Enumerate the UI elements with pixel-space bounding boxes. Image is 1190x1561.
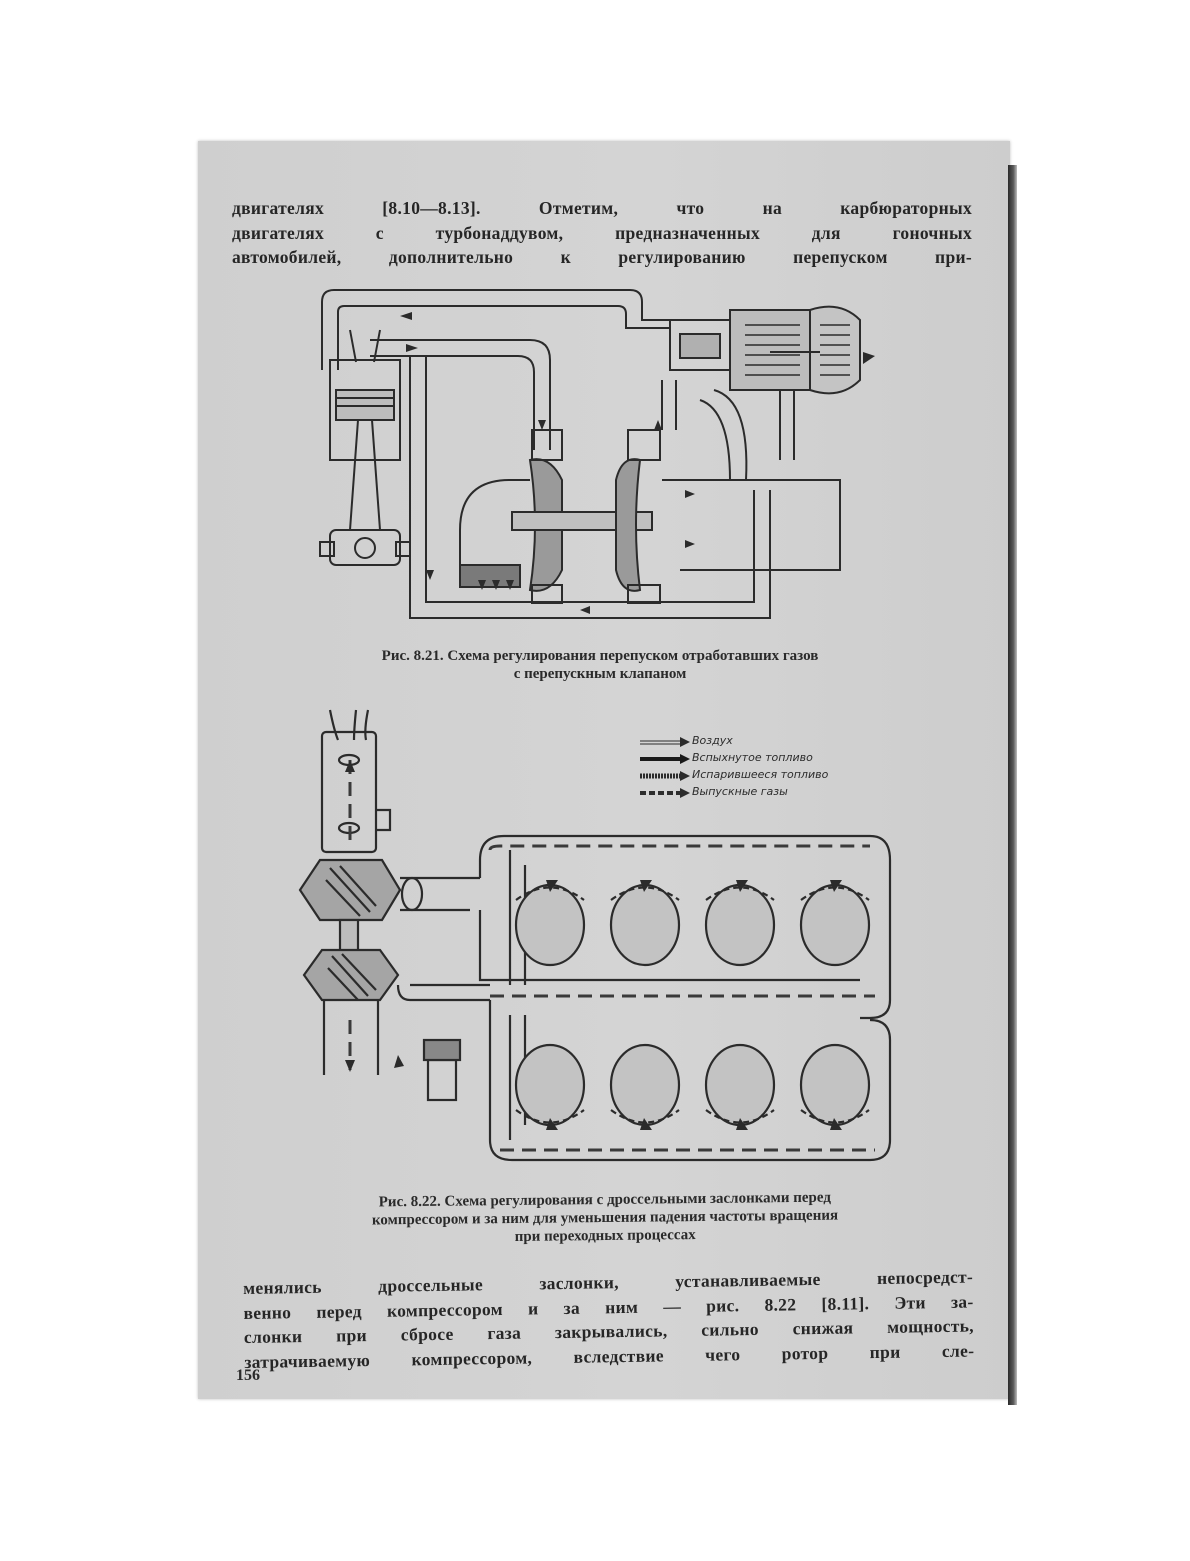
paragraph-top-line: двигателях [8.10—8.13]. Отметим, что на карбюраторных bbox=[232, 198, 972, 218]
legend-label: Выпускные газы bbox=[692, 784, 788, 798]
paragraph-bottom-line: слонки при сбросе газа закрывались, сильно снижая мощность, bbox=[243, 1315, 975, 1347]
exhaust-line-swatch bbox=[640, 788, 690, 796]
figure-8-21-diagram bbox=[300, 280, 910, 640]
caption-line: Рис. 8.22. Схема регулирования с дроссельными заслонками перед bbox=[378, 1189, 831, 1211]
figure-8-21-caption bbox=[300, 647, 900, 683]
vapor-fuel-line-swatch bbox=[640, 771, 690, 779]
paragraph-top-line: двигателях с турбонаддувом, предназначенных для гоночных bbox=[232, 222, 972, 243]
paragraph-top bbox=[232, 196, 972, 270]
paragraph-bottom-line: затрачиваемую компрессором, вследствие чего ротор при сле- bbox=[244, 1340, 975, 1372]
paragraph-top-line: автомобилей, дополнительно к регулированию перепуском при- bbox=[232, 247, 972, 267]
legend-label: Воздух bbox=[692, 733, 733, 747]
caption-line: с перепускным клапаном bbox=[513, 666, 687, 682]
paragraph-bottom-line: венно перед компрессором и за ним — рис. 8.22 [8.11]. Эти за- bbox=[243, 1291, 974, 1323]
paragraph-bottom-line: менялись дроссельные заслонки, устанавливаемые непосредст- bbox=[243, 1266, 974, 1298]
figure-8-22-legend bbox=[640, 732, 828, 800]
legend-item-air bbox=[640, 732, 828, 749]
figure-8-22-caption bbox=[290, 1188, 921, 1249]
legend-item-burnt-fuel bbox=[640, 749, 828, 766]
page-number: 156 bbox=[236, 1367, 260, 1384]
caption-line: Рис. 8.21. Схема регулирования перепуском отработавших газов bbox=[381, 648, 819, 664]
burnt-fuel-line-swatch bbox=[640, 754, 690, 762]
caption-line: компрессором и за ним для уменьшения падения частоты вращения bbox=[371, 1207, 839, 1229]
paragraph-bottom bbox=[243, 1265, 974, 1374]
page-edge-shadow bbox=[1008, 165, 1017, 1405]
air-line-swatch bbox=[640, 737, 690, 745]
legend-label: Испарившееся топливо bbox=[692, 767, 829, 781]
legend-item-vapor-fuel bbox=[640, 766, 828, 783]
legend-label: Вспыхнутое топливо bbox=[692, 750, 813, 764]
legend-item-exhaust bbox=[640, 783, 828, 800]
caption-line: при переходных процессах bbox=[514, 1227, 696, 1245]
